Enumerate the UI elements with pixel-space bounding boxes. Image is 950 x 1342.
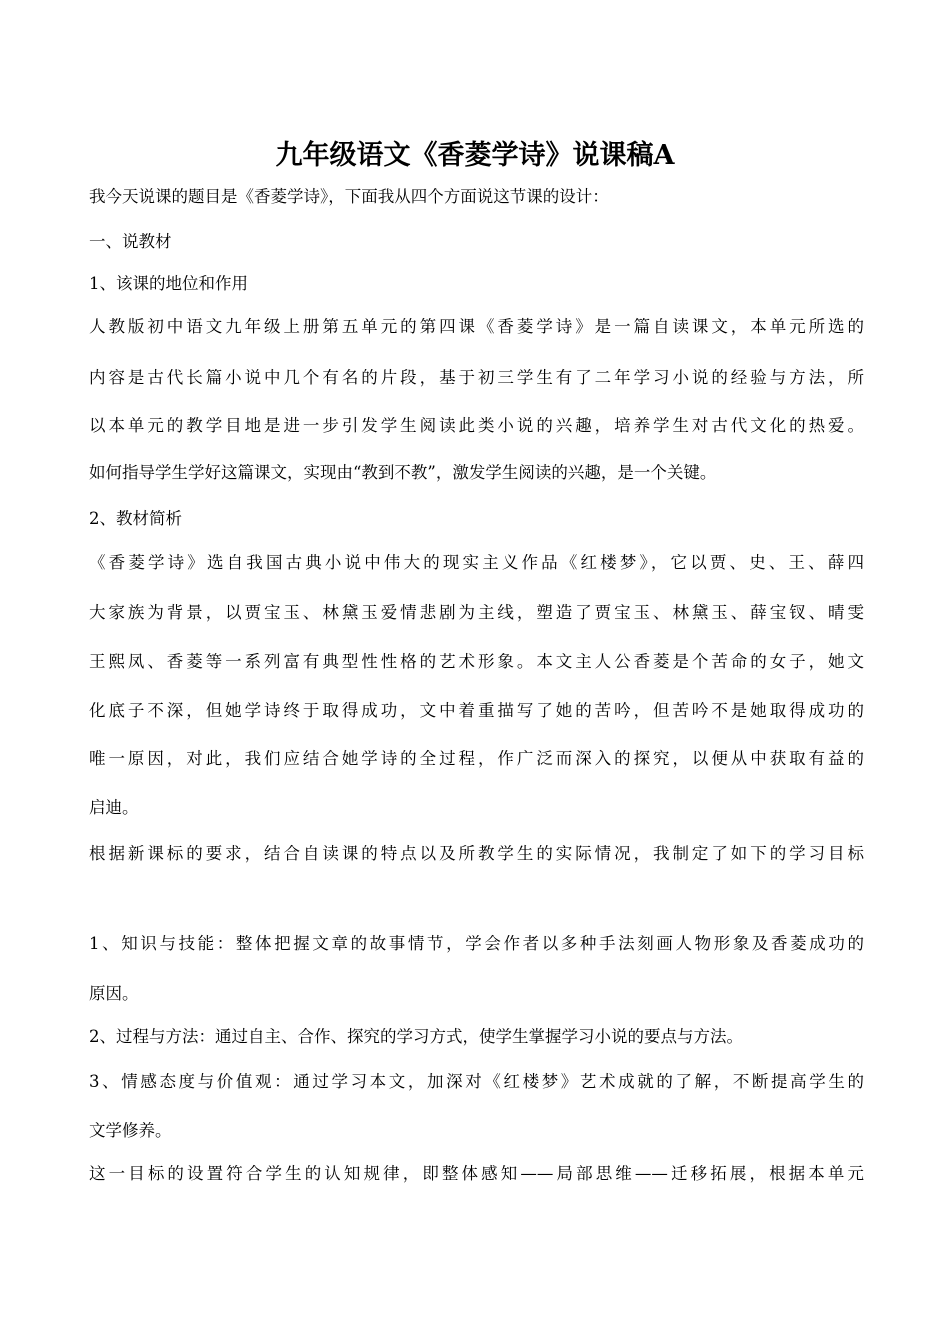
paragraph-line: 根据新课标的要求，结合自读课的特点以及所教学生的实际情况，我制定了如下的学习目标 — [89, 844, 864, 863]
paragraph-line: 唯一原因，对此，我们应结合她学诗的全过程，作广泛而深入的探究，以便从中获取有益的 — [89, 749, 864, 768]
document-title: 九年级语文《香菱学诗》说课稿A — [275, 140, 675, 171]
paragraph-line: 3、情感态度与价值观：通过学习本文，加深对《红楼梦》艺术成就的了解，不断提高学生的 — [89, 1072, 864, 1091]
paragraph-line: 我今天说课的题目是《香菱学诗》，下面我从四个方面说这节课的设计： — [89, 187, 609, 206]
paragraph-line: 启迪。 — [89, 798, 139, 817]
paragraph-line: 《香菱学诗》选自我国古典小说中伟大的现实主义作品《红楼梦》，它以贾、史、王、薛四 — [89, 553, 864, 572]
paragraph-line: 1、知识与技能：整体把握文章的故事情节，学会作者以多种手法刻画人物形象及香菱成功的 — [89, 934, 864, 953]
paragraph-line: 如何指导学生学好这篇课文，实现由“教到不教”，激发学生阅读的兴趣，是一个关键。 — [89, 463, 717, 482]
subsection-heading: 2、教材简析 — [89, 509, 182, 528]
paragraph-line: 内容是古代长篇小说中几个有名的片段，基于初三学生有了二年学习小说的经验与方法，所 — [89, 368, 864, 387]
paragraph-line: 原因。 — [89, 984, 139, 1003]
subsection-heading: 1、该课的地位和作用 — [89, 274, 248, 293]
paragraph-line: 大家族为背景，以贾宝玉、林黛玉爱情悲剧为主线，塑造了贾宝玉、林黛玉、薛宝钗、晴雯 — [89, 603, 864, 622]
paragraph-line: 这一目标的设置符合学生的认知规律，即整体感知——局部思维——迁移拓展，根据本单元 — [89, 1164, 864, 1183]
paragraph-line: 以本单元的教学目地是进一步引发学生阅读此类小说的兴趣，培养学生对古代文化的热爱。 — [89, 416, 864, 435]
paragraph-line: 文学修养。 — [89, 1121, 172, 1140]
paragraph-line: 2、过程与方法：通过自主、合作、探究的学习方式，使学生掌握学习小说的要点与方法。 — [89, 1027, 743, 1046]
paragraph-line: 王熙凤、香菱等一系列富有典型性性格的艺术形象。本文主人公香菱是个苦命的女子，她文 — [89, 652, 864, 671]
section-heading: 一、说教材 — [89, 232, 172, 251]
paragraph-line: 人教版初中语文九年级上册第五单元的第四课《香菱学诗》是一篇自读课文，本单元所选的 — [89, 317, 864, 336]
paragraph-line: 化底子不深，但她学诗终于取得成功，文中着重描写了她的苦吟，但苦吟不是她取得成功的 — [89, 701, 864, 720]
